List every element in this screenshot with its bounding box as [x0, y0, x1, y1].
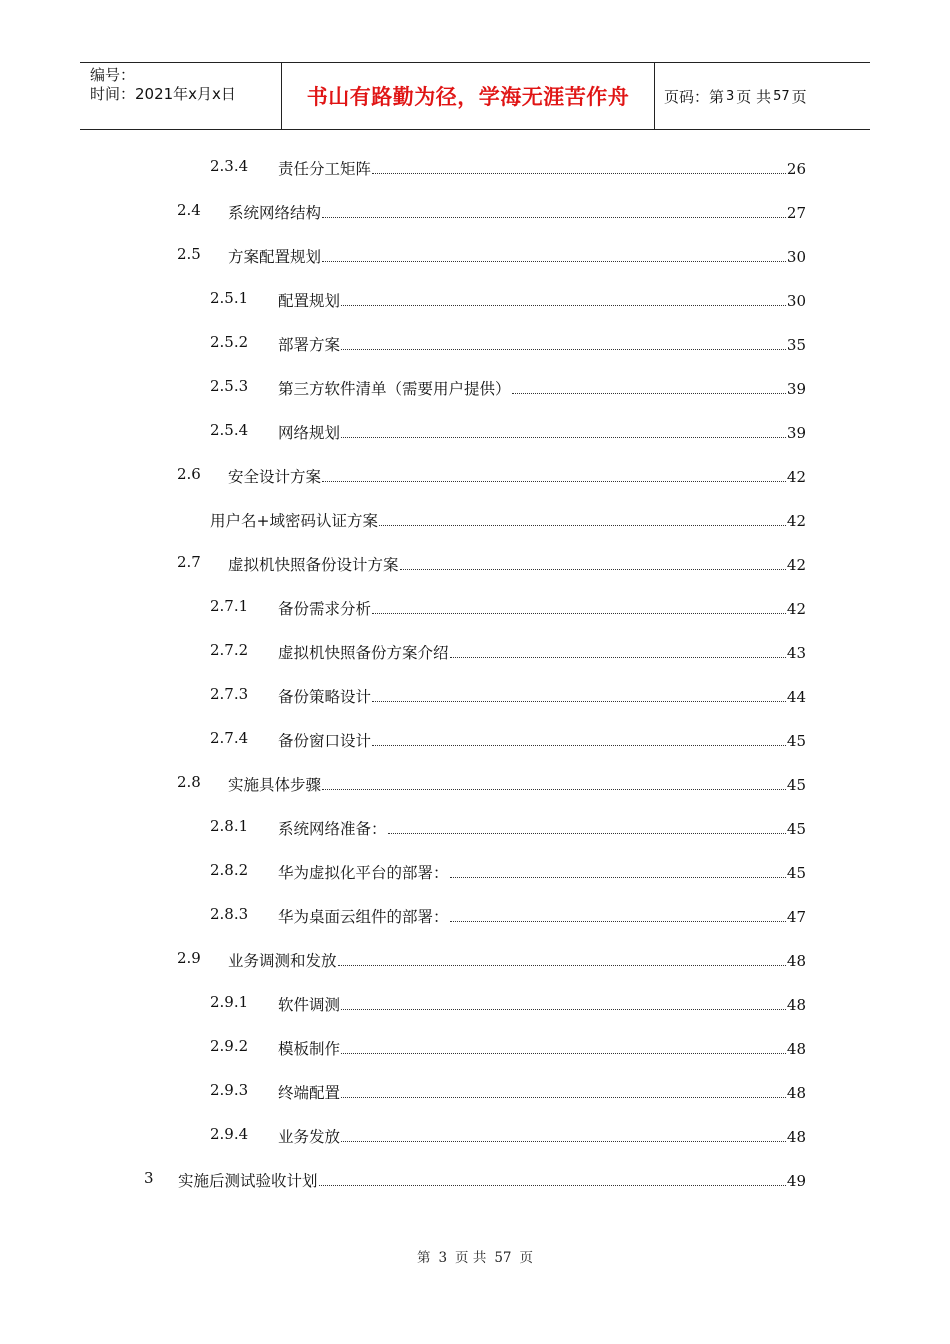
toc-entry[interactable] [210, 333, 806, 357]
toc-entry-title: 方案配置规划 [228, 248, 322, 266]
toc-dot-leader [372, 700, 786, 702]
toc-entry-page: 48 [786, 1040, 806, 1058]
toc-entry-number: 2.8.3 [210, 905, 249, 923]
header-page-info [655, 63, 870, 129]
toc-entry-page: 39 [786, 380, 806, 398]
toc-entry-number: 2.7.2 [210, 641, 249, 659]
toc-entry-number: 3 [144, 1169, 154, 1187]
toc-entry-title: 实施具体步骤 [228, 776, 322, 794]
toc-dot-leader [341, 1052, 786, 1054]
toc-entry-number: 2.5.2 [210, 333, 249, 351]
toc-entry[interactable] [210, 289, 806, 313]
toc-entry[interactable] [177, 201, 806, 225]
toc-dot-leader [341, 304, 786, 306]
toc-entry-number: 2.5.4 [210, 421, 249, 439]
toc-dot-leader [450, 656, 786, 658]
toc-entry-page: 35 [786, 336, 806, 354]
toc-entry-number: 2.9.1 [210, 993, 249, 1011]
page-prefix: 页码：第 [664, 87, 725, 106]
toc-entry-page: 30 [786, 248, 806, 266]
toc-entry[interactable] [144, 1169, 806, 1193]
toc-entry-page: 48 [786, 996, 806, 1014]
toc-entry[interactable] [210, 685, 806, 709]
toc-entry-title: 系统网络准备： [278, 820, 387, 838]
toc-entry-number: 2.4 [177, 201, 201, 219]
toc-entry-page: 45 [786, 820, 806, 838]
toc-entry-title: 实施后测试验收计划 [178, 1172, 318, 1190]
toc-entry[interactable] [210, 861, 806, 885]
page-total: 57 [773, 88, 790, 104]
toc-entry-title: 备份策略设计 [278, 688, 372, 706]
toc-entry-title: 部署方案 [278, 336, 341, 354]
toc-entry-number: 2.5.3 [210, 377, 249, 395]
toc-dot-leader [379, 524, 786, 526]
page-suffix: 页 [791, 87, 807, 106]
page-current: 3 [726, 88, 735, 104]
toc-entry-number: 2.6 [177, 465, 201, 483]
toc-entry-number: 2.9.3 [210, 1081, 249, 1099]
toc-entry-title: 业务发放 [278, 1128, 341, 1146]
toc-entry-page: 48 [786, 1084, 806, 1102]
toc-entry-page: 42 [786, 556, 806, 574]
toc-entry-title: 软件调测 [278, 996, 341, 1014]
toc-entry-title: 备份需求分析 [278, 600, 372, 618]
toc-entry-page: 45 [786, 732, 806, 750]
toc-entry[interactable] [210, 157, 806, 181]
footer-current: 3 [438, 1250, 448, 1266]
toc-entry-page: 49 [786, 1172, 806, 1190]
toc-entry-number: 2.8 [177, 773, 201, 791]
toc-dot-leader [341, 436, 786, 438]
toc-dot-leader [372, 172, 786, 174]
toc-entry-page: 45 [786, 776, 806, 794]
toc-entry-title: 终端配置 [278, 1084, 341, 1102]
toc-dot-leader [372, 612, 786, 614]
toc-dot-leader [322, 260, 786, 262]
toc-entry-number: 2.7.1 [210, 597, 249, 615]
time-label: 时间：2021年x月x日 [90, 85, 236, 103]
toc-dot-leader [388, 832, 786, 834]
toc-dot-leader [450, 920, 786, 922]
toc-entry-page: 43 [786, 644, 806, 662]
toc-entry-number: 2.7.3 [210, 685, 249, 703]
toc-entry-title: 华为桌面云组件的部署： [278, 908, 449, 926]
toc-entry-title: 模板制作 [278, 1040, 341, 1058]
toc-entry[interactable] [210, 817, 806, 841]
toc-entry-title: 备份窗口设计 [278, 732, 372, 750]
toc-entry[interactable] [210, 377, 806, 401]
toc-entry-page: 30 [786, 292, 806, 310]
toc-dot-leader [322, 480, 786, 482]
toc-entry[interactable] [177, 949, 806, 973]
toc-entry-title: 用户名+域密码认证方案 [210, 512, 378, 530]
toc-entry[interactable] [210, 993, 806, 1017]
toc-entry[interactable] [210, 729, 806, 753]
toc-entry-number: 2.9 [177, 949, 201, 967]
toc-entry-title: 华为虚拟化平台的部署： [278, 864, 449, 882]
toc-entry[interactable] [210, 641, 806, 665]
toc-entry-number: 2.7.4 [210, 729, 249, 747]
toc-entry-page: 47 [786, 908, 806, 926]
toc-entry-title: 第三方软件清单（需要用户提供） [278, 380, 511, 398]
toc-dot-leader [512, 392, 786, 394]
toc-entry-number: 2.7 [177, 553, 201, 571]
toc-dot-leader [322, 216, 786, 218]
toc-dot-leader [341, 1140, 786, 1142]
toc-entry[interactable] [210, 1125, 806, 1149]
toc-entry-page: 44 [786, 688, 806, 706]
toc-entry-page: 42 [786, 512, 806, 530]
toc-entry[interactable] [177, 553, 806, 577]
toc-entry-title: 安全设计方案 [228, 468, 322, 486]
toc-dot-leader [341, 1008, 786, 1010]
toc-entry-title: 网络规划 [278, 424, 341, 442]
toc-entry-page: 27 [786, 204, 806, 222]
toc-entry-number: 2.8.1 [210, 817, 249, 835]
toc-entry-page: 45 [786, 864, 806, 882]
toc-entry-title: 虚拟机快照备份设计方案 [228, 556, 399, 574]
code-label: 编号： [90, 66, 136, 84]
footer-suffix: 页 [519, 1250, 534, 1266]
toc-entry-title: 责任分工矩阵 [278, 160, 372, 178]
header-meta [80, 63, 281, 129]
toc-dot-leader [372, 744, 786, 746]
toc-entry-page: 39 [786, 424, 806, 442]
toc-entry[interactable] [177, 465, 806, 489]
page-footer [0, 1246, 950, 1266]
toc-entry[interactable] [210, 1081, 806, 1105]
toc-dot-leader [450, 876, 786, 878]
page-header [80, 62, 870, 130]
toc-entry-number: 2.5 [177, 245, 201, 263]
toc-entry[interactable] [177, 773, 806, 797]
motto: 书山有路勤为径，学海无涯苦作舟 [306, 85, 630, 109]
page-mid: 页 共 [736, 87, 772, 106]
toc-entry-title: 业务调测和发放 [228, 952, 337, 970]
toc-entry-number: 2.3.4 [210, 157, 249, 175]
toc-entry-title: 系统网络结构 [228, 204, 322, 222]
toc-entry[interactable] [210, 1037, 806, 1061]
toc-entry-number: 2.5.1 [210, 289, 249, 307]
toc-entry-page: 42 [786, 468, 806, 486]
toc-dot-leader [341, 1096, 786, 1098]
header-motto-cell [281, 63, 655, 129]
toc-entry-title: 虚拟机快照备份方案介绍 [278, 644, 449, 662]
toc-dot-leader [341, 348, 786, 350]
footer-prefix: 第 [416, 1250, 431, 1266]
toc-entry[interactable] [210, 597, 806, 621]
toc-entry-page: 26 [786, 160, 806, 178]
toc-dot-leader [338, 964, 786, 966]
toc-entry-number: 2.9.4 [210, 1125, 249, 1143]
toc-entry-page: 48 [786, 1128, 806, 1146]
footer-total: 57 [494, 1250, 512, 1266]
toc-entry[interactable] [210, 509, 806, 533]
toc-entry-page: 48 [786, 952, 806, 970]
toc-dot-leader [322, 788, 786, 790]
footer-mid: 页 共 [455, 1250, 487, 1266]
toc-dot-leader [319, 1184, 786, 1186]
toc-entry-number: 2.9.2 [210, 1037, 249, 1055]
toc-entry[interactable] [210, 905, 806, 929]
toc-dot-leader [400, 568, 786, 570]
toc-entry[interactable] [210, 421, 806, 445]
toc-entry-title: 配置规划 [278, 292, 341, 310]
toc-entry[interactable] [177, 245, 806, 269]
toc-entry-page: 42 [786, 600, 806, 618]
toc-entry-number: 2.8.2 [210, 861, 249, 879]
